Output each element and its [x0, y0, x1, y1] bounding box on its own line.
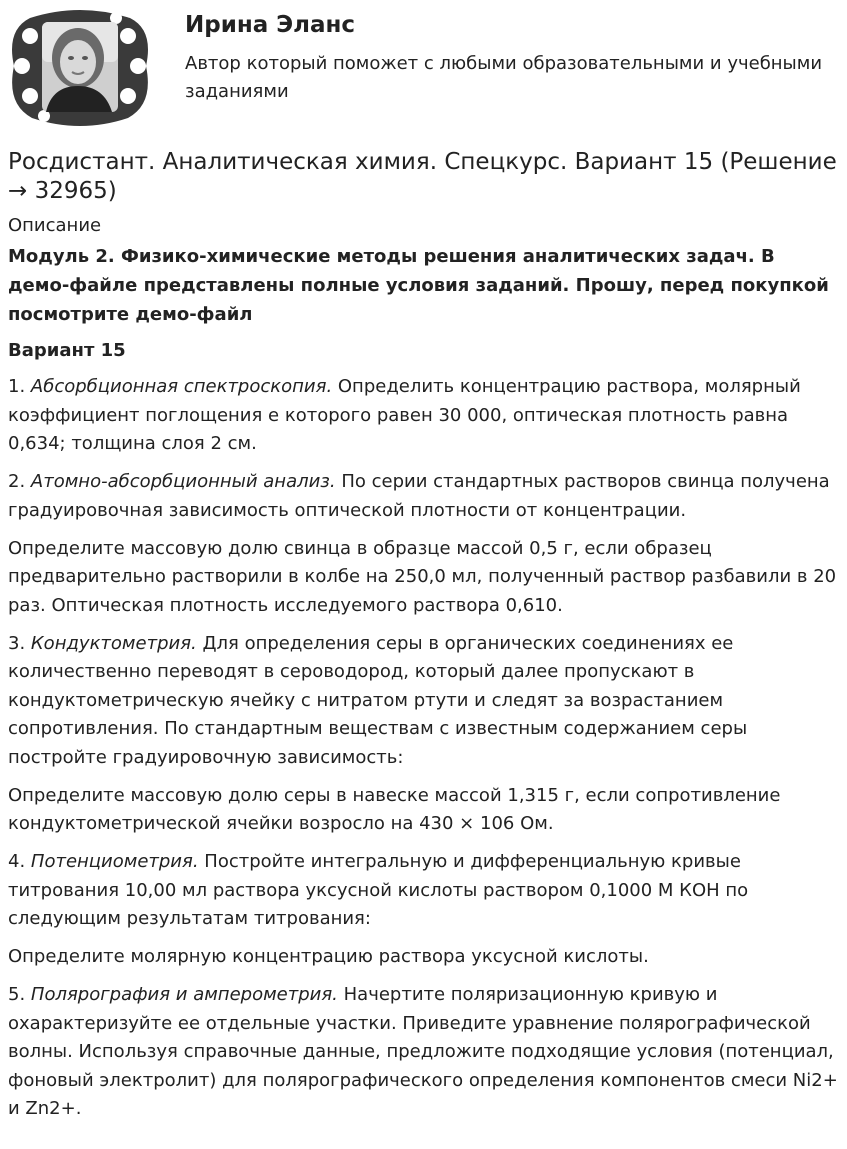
task-number: 1. [8, 376, 31, 397]
task-text: Постройте интегральную и дифференциальную кривые титрования 10,00 мл раствора уксусной кислоты раствором 0,1000 М КОН по следующим результатам титрования: [8, 851, 749, 929]
task-topic: Абсорбционная спектроскопия. [30, 376, 333, 397]
task-number: 3. [8, 632, 31, 654]
task-paragraph [8, 535, 840, 621]
document-title: Росдистант. Аналитическая химия. Спецкурс. Вариант 15 (Решение → 32965) [8, 149, 837, 204]
description-lead: Модуль 2. Физико-химические методы решения аналитических задач. В демо-файле представлены полные условия заданий. Прошу, перед покупкой посмотрите демо-файл [8, 246, 829, 325]
task-topic: Полярография и амперометрия. [30, 984, 338, 1005]
task-number: 2. [8, 471, 31, 492]
task-number: 4. [8, 851, 31, 872]
author-avatar[interactable] [8, 6, 152, 128]
author-description: Автор который поможет с любыми образовательными и учебными заданиями [185, 53, 823, 102]
variant-heading: Вариант 15 [8, 340, 126, 361]
author-name[interactable]: Ирина Эланс [185, 12, 356, 38]
description-label: Описание [8, 215, 102, 236]
task-paragraph [8, 943, 840, 972]
author-header [0, 0, 847, 135]
task-text: Начертите поляризационную кривую и охарактеризуйте ее отдельные участки. Приведите уравнение полярографической волны. Используя справочные данные, предложите подходящие условия (потенциал, фоновый электролит) для полярографического определения компонентов смеси Ni2+ и Zn2+. [8, 984, 838, 1119]
task-text: Определите массовую долю серы в навеске массой 1,315 г, если сопротивление кондуктометрической ячейки возросло на 430 × 106 Ом. [8, 784, 781, 834]
task-paragraph [8, 981, 840, 1124]
task-paragraph [8, 373, 840, 459]
task-text: Для определения серы в органических соединениях ее количественно переводят в сероводород, который далее пропускают в кондуктометрическую ячейку с нитратом ртути и следят за возрастанием сопротивления. По стандартным веществам с известным содержанием серы постройте градуировочную зависимость: [8, 632, 748, 768]
task-paragraph [8, 630, 840, 773]
task-paragraph [8, 468, 840, 525]
task-text: Определите массовую долю свинца в образце массой 0,5 г, если образец предварительно растворили в колбе на 250,0 мл, полученный раствор разбавили в 20 раз. Оптическая плотность исследуемого раствора 0,610. [8, 537, 837, 616]
task-paragraph [8, 848, 840, 934]
task-topic: Потенциометрия. [30, 851, 199, 872]
task-number: 5. [8, 984, 31, 1005]
task-text: По серии стандартных растворов свинца получена градуировочная зависимость оптической плотности от концентрации. [8, 471, 830, 521]
task-topic: Атомно-абсорбционный анализ. [30, 471, 336, 492]
avatar-image [8, 6, 152, 128]
task-text: Определить концентрацию раствора, молярный коэффициент поглощения е которого равен 30 000, оптическая плотность равна 0,634; толщина слоя 2 см. [8, 376, 801, 454]
document-body [8, 148, 840, 1133]
task-topic: Кондуктометрия. [30, 632, 197, 654]
task-paragraph [8, 782, 840, 839]
task-text: Определите молярную концентрацию раствора уксусной кислоты. [8, 946, 649, 967]
